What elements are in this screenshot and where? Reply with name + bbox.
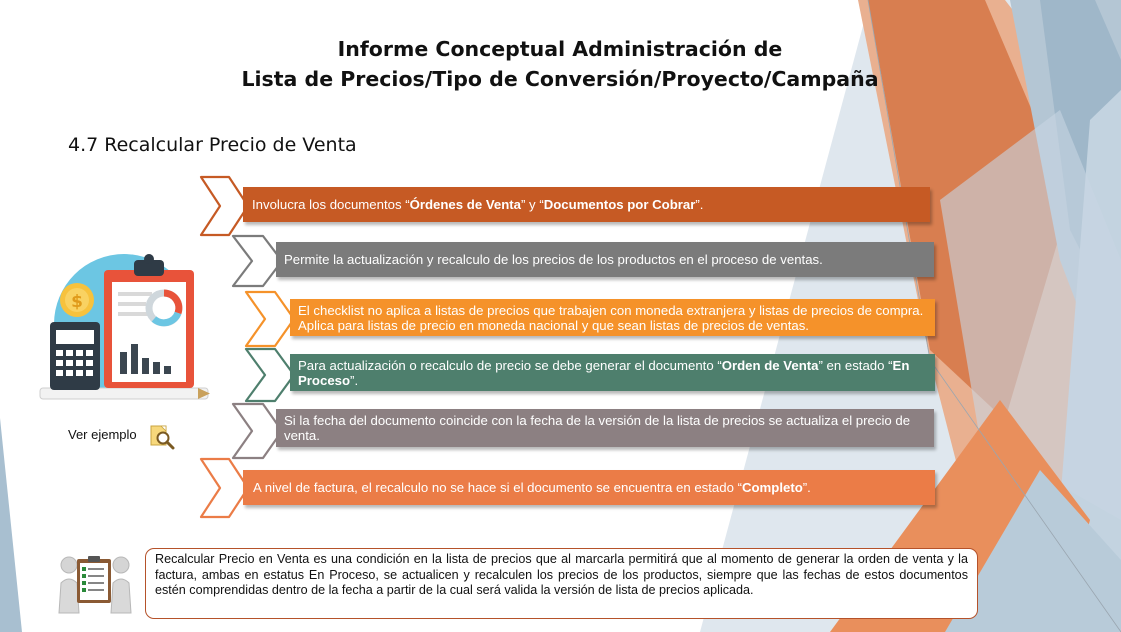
- step-bar-3: [290, 299, 935, 336]
- calculator-clipboard-icon: [38, 252, 213, 407]
- step-text-1: Involucra los documentos “Órdenes de Venta” y “Documentos por Cobrar”.: [252, 197, 704, 212]
- svg-text:$: $: [71, 292, 83, 312]
- step-bar-5: [276, 409, 934, 447]
- step-text-6: A nivel de factura, el recalculo no se hace si el documento se encuentra en estado “Completo”.: [253, 480, 811, 495]
- slide-title: [200, 34, 920, 94]
- note-box: [145, 548, 978, 619]
- step-chevron-3: [246, 292, 294, 346]
- step-text-3: El checklist no aplica a listas de precios que trabajen con moneda extranjera y listas de precios de compra. Aplica para listas de precio en moneda nacional y que sean listas de precios de ventas.: [298, 302, 924, 333]
- step-bar-2: [276, 242, 934, 277]
- step-chevron-5: [233, 404, 282, 458]
- note-text: Recalcular Precio en Venta es una condición en la lista de precios que al marcarla permitirá que al momento de generar la orden de venta y la factura, ambas en estatus En Proceso, se actualicen y recalculen los precios de los productos, siempre que las fechas de estos documentos estén comprendidas dentro de la fecha a partir de la cual será valida la versión de lista de precios aplicada.: [155, 552, 968, 597]
- example-label: Ver ejemplo: [68, 427, 137, 442]
- title-line-2: Lista de Precios/Tipo de Conversión/Proyecto/Campaña: [241, 67, 879, 91]
- step-chevron-6: [201, 459, 248, 517]
- step-text-2: Permite la actualización y recalculo de los precios de los productos en el proceso de ventas.: [284, 252, 823, 267]
- people-clipboard-icon: [55, 553, 135, 615]
- step-chevron-2: [233, 236, 282, 286]
- step-chevron-1: [201, 177, 248, 235]
- step-text-4: Para actualización o recalculo de precio se debe generar el documento “Orden de Venta” en estado “En Proceso”.: [298, 357, 910, 388]
- step-chevron-4: [246, 349, 294, 401]
- step-bar-6: [243, 470, 935, 505]
- title-line-1: Informe Conceptual Administración de: [337, 37, 783, 61]
- magnifier-document-icon[interactable]: [149, 424, 175, 450]
- step-bar-1: [243, 187, 930, 222]
- step-text-5: Si la fecha del documento coincide con la fecha de la versión de la lista de precios se actualiza el precio de venta.: [284, 413, 911, 443]
- step-bar-4: [290, 354, 935, 391]
- section-title: 4.7 Recalcular Precio de Venta: [68, 134, 357, 156]
